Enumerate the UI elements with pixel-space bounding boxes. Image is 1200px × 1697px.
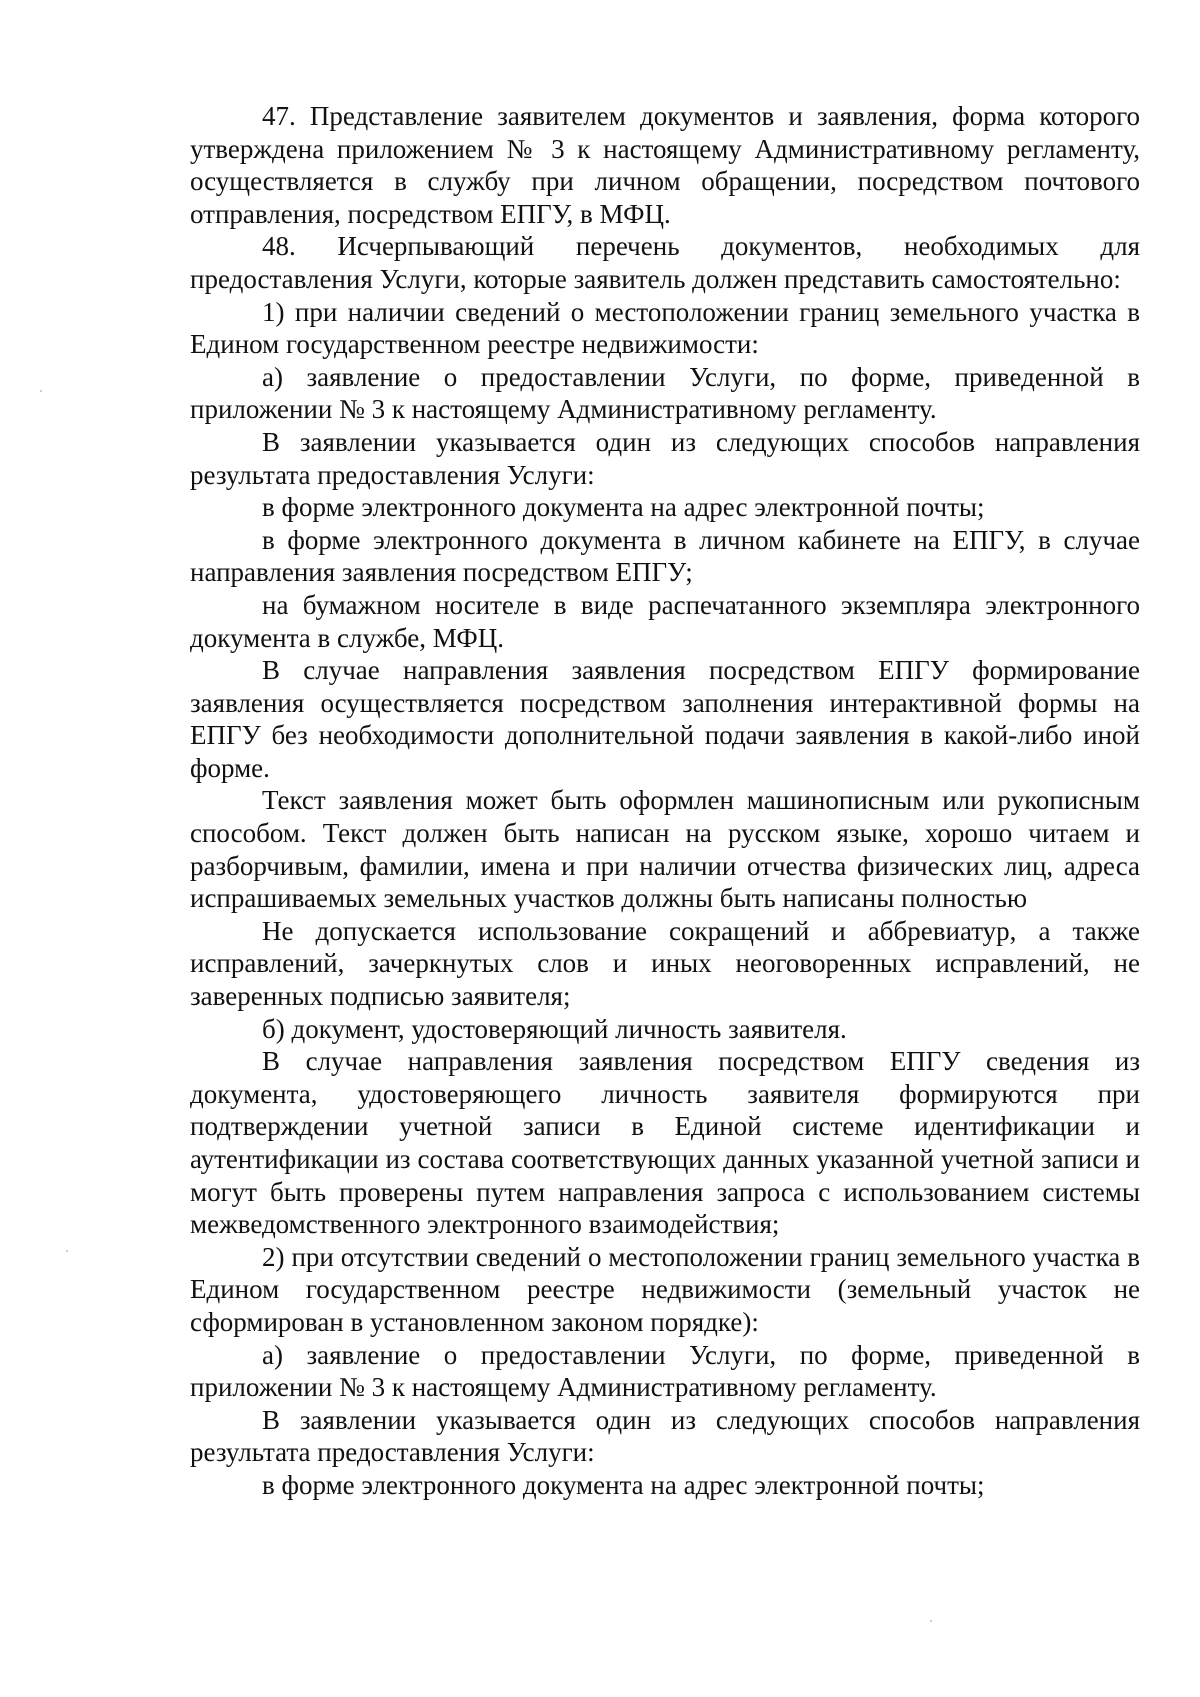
scan-speck [930, 1620, 932, 1622]
epgu-identity-verification: В случае направления заявления посредством ЕПГУ сведения из документа, удостоверяющего личность заявителя формируются при подтверждении учетной записи в Единой системе идентификации и аутентификации из состава соответствующих данных указанной учетной записи и могут быть проверены путем направления запроса с использованием системы межведомственного электронного взаимодействия; [190, 1046, 1140, 1240]
result-methods-intro-2: В заявлении указывается один из следующих способов направления результата предоставления Услуги: [190, 1404, 1140, 1468]
paragraph-48: 48. Исчерпывающий перечень документов, необходимых для предоставления Услуги, которые заявитель должен представить самостоятельно: [190, 231, 1140, 294]
item-2-heading: 2) при отсутствии сведений о местоположении границ земельного участка в Едином государственном реестре недвижимости (земельный участок не сформирован в установленном законом порядке): [190, 1241, 1140, 1337]
item-2a-application: а) заявление о предоставлении Услуги, по форме, приведенной в приложении № 3 к настоящему Административному регламенту. [190, 1339, 1140, 1403]
item-1b-identity-document: б) документ, удостоверяющий личность заявителя. [262, 1013, 847, 1044]
result-methods-intro: В заявлении указывается один из следующих способов направления результата предоставления Услуги: [190, 426, 1140, 490]
item-1-heading: 1) при наличии сведений о местоположении границ земельного участка в Едином государственном реестре недвижимости: [190, 296, 1140, 360]
application-text-requirements: Текст заявления может быть оформлен машинописным или рукописным способом. Текст должен быть написан на русском языке, хорошо читаем и разборчивым, фамилии, имена и при наличии отчества физических лиц, адреса испрашиваемых земельных участков должны быть написаны полностью [190, 785, 1140, 914]
document-page [190, 100, 1140, 1502]
epgu-interactive-form: В случае направления заявления посредством ЕПГУ формирование заявления осуществляется посредством заполнения интерактивной формы на ЕПГУ без необходимости дополнительной подачи заявления в какой-либо иной форме. [190, 655, 1140, 783]
paragraph-47: 47. Представление заявителем документов и заявления, форма которого утверждена приложением № 3 к настоящему Административному регламенту, осуществляется в службу при личном обращении, посредством почтового отправления, посредством ЕПГУ, в МФЦ. [190, 101, 1140, 229]
item-1a-application: а) заявление о предоставлении Услуги, по форме, приведенной в приложении № 3 к настоящему Административному регламенту. [190, 361, 1140, 425]
method-paper: на бумажном носителе в виде распечатанного экземпляра электронного документа в службе, МФЦ. [190, 589, 1140, 653]
scan-speck [66, 1250, 68, 1252]
scan-speck [40, 390, 42, 392]
method-epgu-cabinet: в форме электронного документа в личном кабинете на ЕПГУ, в случае направления заявления посредством ЕПГУ; [190, 524, 1140, 588]
method-email-2: в форме электронного документа на адрес электронной почты; [262, 1469, 985, 1500]
method-email: в форме электронного документа на адрес электронной почты; [262, 492, 985, 523]
abbreviations-not-allowed: Не допускается использование сокращений и аббревиатур, а также исправлений, зачеркнутых слов и иных неоговоренных исправлений, не заверенных подписью заявителя; [190, 915, 1140, 1012]
